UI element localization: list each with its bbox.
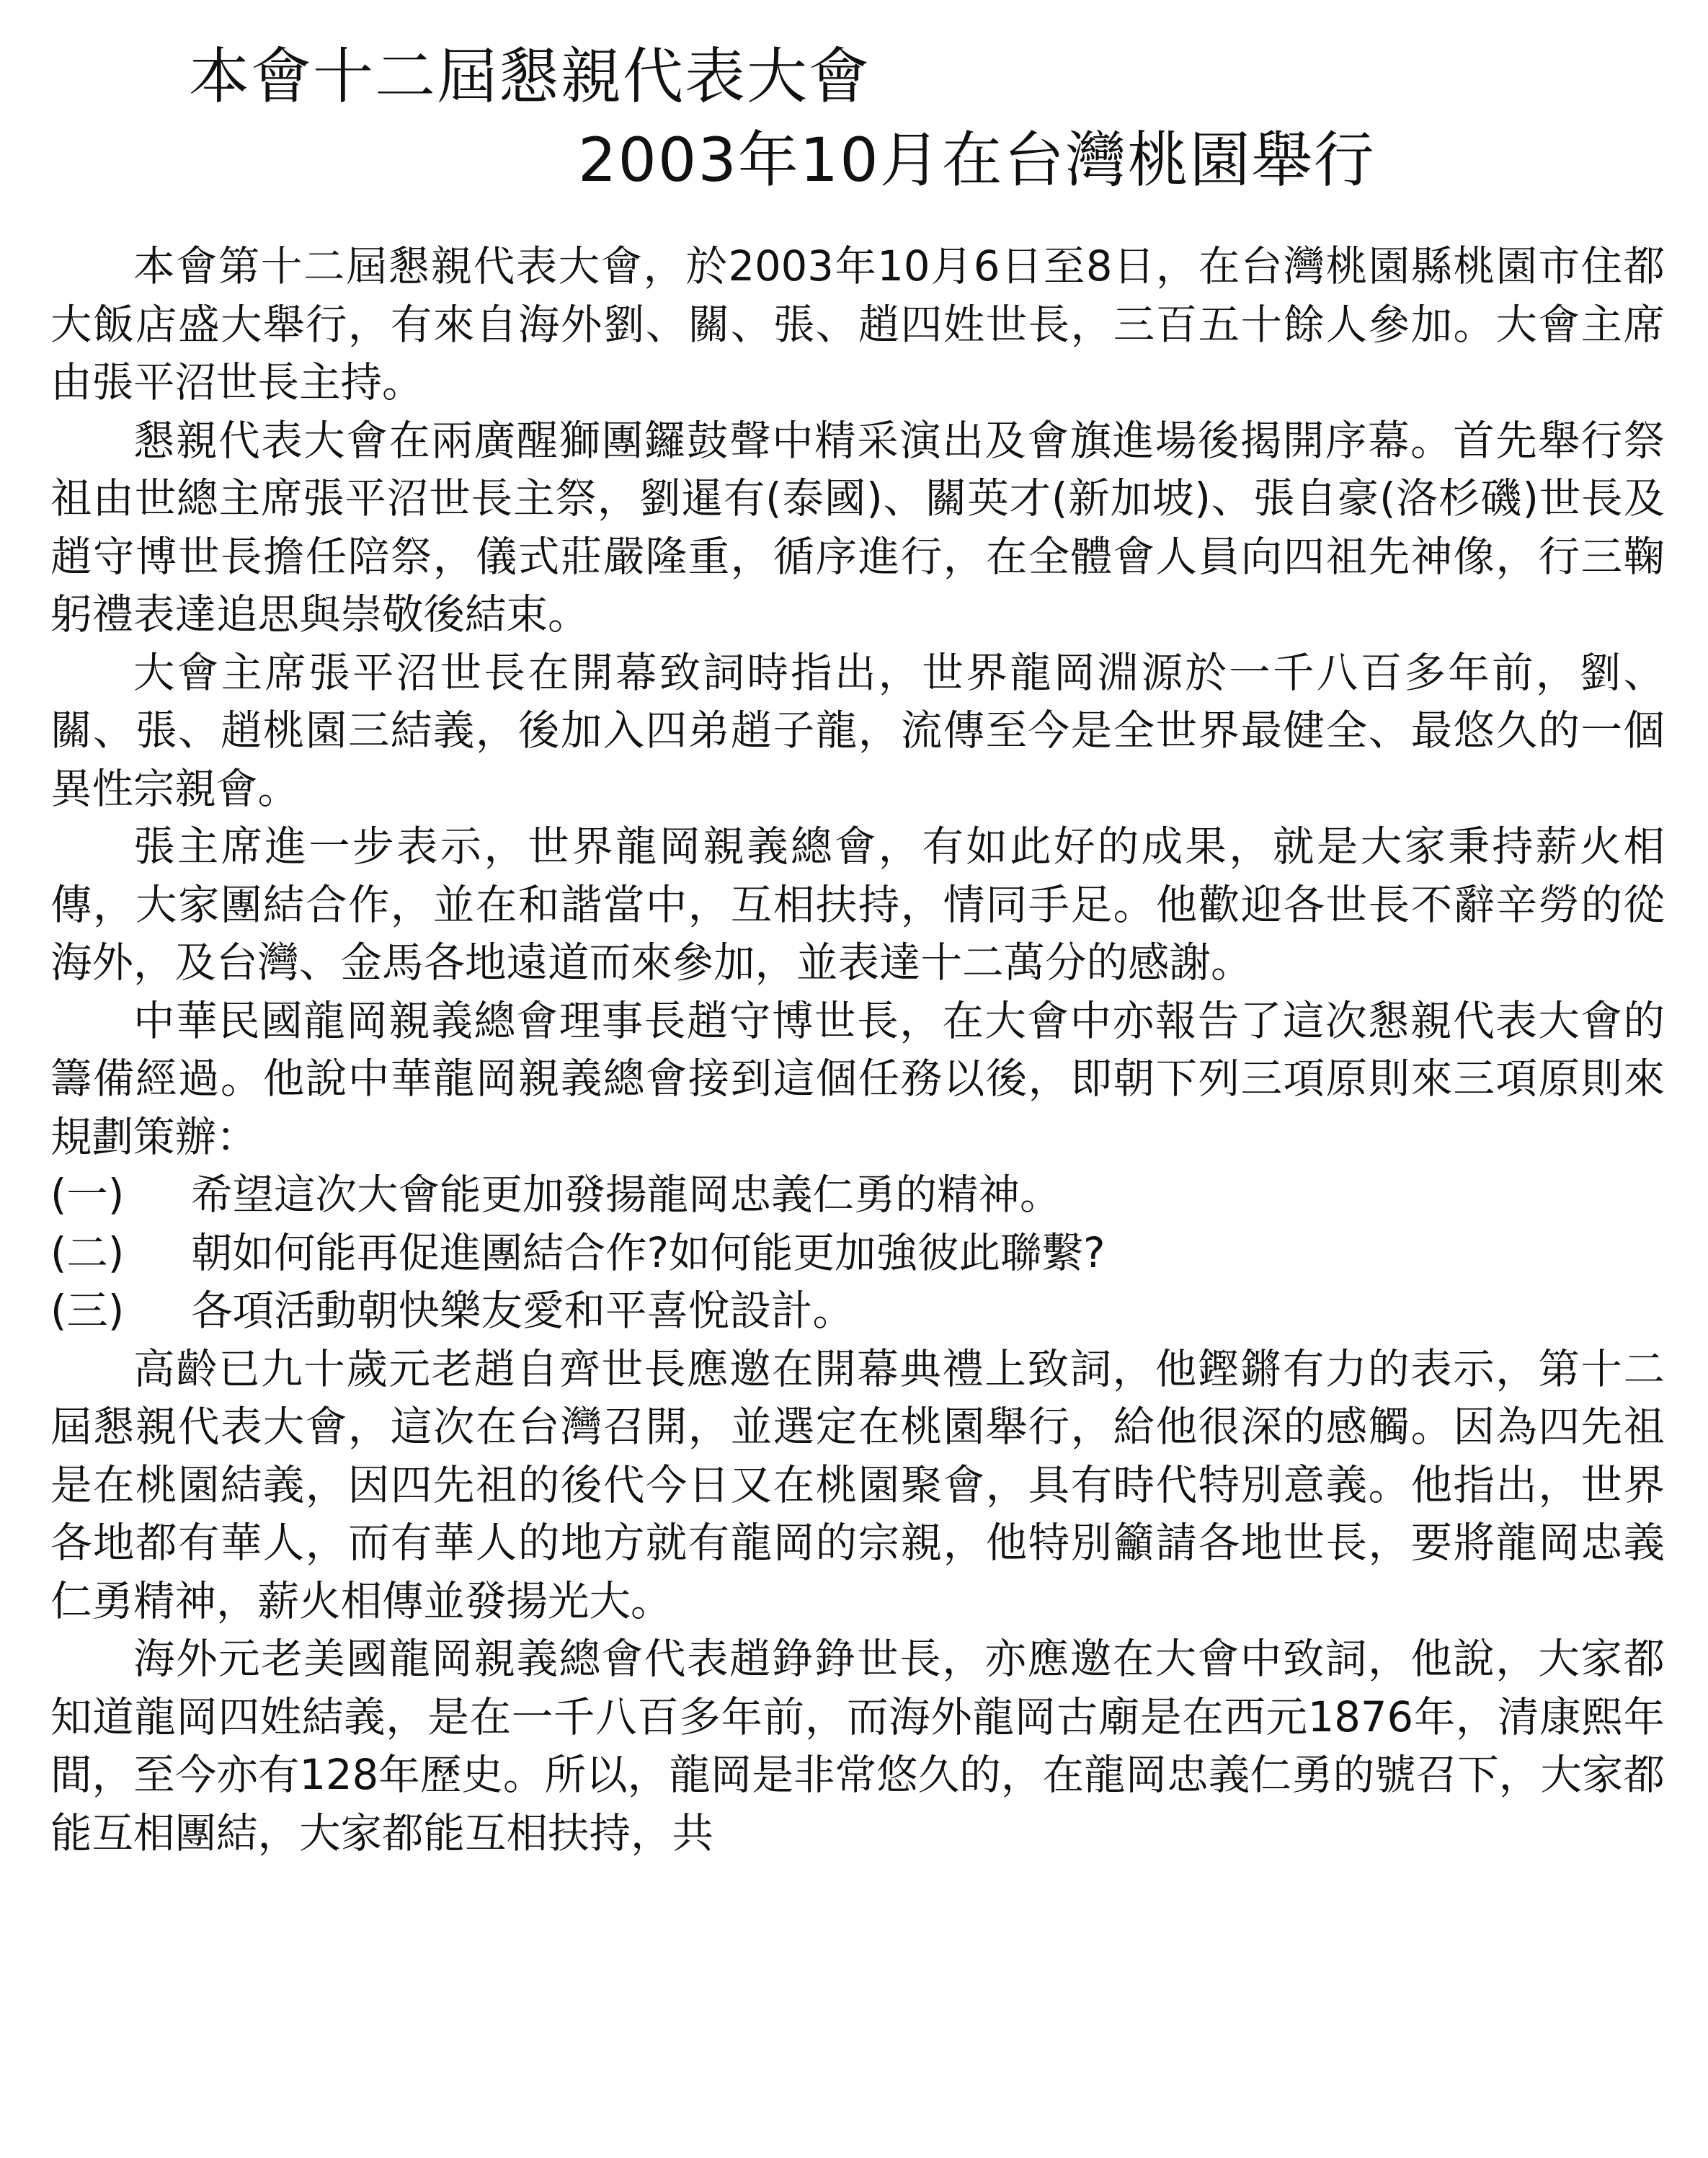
article-body	[50, 238, 1665, 1862]
paragraph-ceremony: 懇親代表大會在兩廣醒獅團鑼鼓聲中精采演出及會旗進場後揭開序幕。首先舉行祭祖由世總主席張平沼世長主祭，劉暹有(泰國)、關英才(新加坡)、張自豪(洛杉磯)世長及趙守博世長擔任陪祭，儀式莊嚴隆重，循序進行，在全體會人員向四祖先神像，行三鞠躬禮表達追思與崇敬後結束。	[50, 416, 1665, 639]
list-item	[50, 1225, 1665, 1283]
list-text: 各項活動朝快樂友愛和平喜悅設計。	[191, 1287, 854, 1335]
list-text: 希望這次大會能更加發揚龍岡忠義仁勇的精神。	[191, 1171, 1062, 1219]
paragraph-chairman-speech: 大會主席張平沼世長在開幕致詞時指出，世界龍岡淵源於一千八百多年前，劉、關、張、趙桃園三結義，後加入四弟趙子龍，流傳至今是全世界最健全、最悠久的一個異性宗親會。	[50, 648, 1665, 813]
list-text: 朝如何能再促進團結合作?如何能更加強彼此聯繫?	[191, 1228, 1106, 1277]
paragraph-opening: 本會第十二屆懇親代表大會，於2003年10月6日至8日，在台灣桃園縣桃園市住都大飯店盛大舉行，有來自海外劉、關、張、趙四姓世長，三百五十餘人參加。大會主席由張平沼世長主持。	[50, 242, 1665, 407]
list-marker: (二)	[50, 1228, 125, 1277]
paragraph-preparation-report: 中華民國龍岡親義總會理事長趙守博世長，在大會中亦報告了這次懇親代表大會的籌備經過。他說中華龍岡親義總會接到這個任務以後，即朝下列三項原則來三項原則來規劃策辦：	[50, 996, 1665, 1161]
paragraph-chairman-thanks: 張主席進一步表示，世界龍岡親義總會，有如此好的成果，就是大家秉持薪火相傳，大家團結合作，並在和諧當中，互相扶持，情同手足。他歡迎各世長不辭辛勞的從海外，及台灣、金馬各地遠道而來參加，並表達十二萬分的感謝。	[50, 822, 1665, 987]
list-item	[50, 1166, 1665, 1225]
list-marker: (一)	[50, 1171, 125, 1219]
paragraph-elder-speech: 高齡已九十歲元老趙自齊世長應邀在開幕典禮上致詞，他鏗鏘有力的表示，第十二屆懇親代表大會，這次在台灣召開，並選定在桃園舉行，給他很深的感觸。因為四先祖是在桃園結義，因四先祖的後代今日又在桃園聚會，具有時代特別意義。他指出，世界各地都有華人，而有華人的地方就有龍岡的宗親，他特別籲請各地世長，要將龍岡忠義仁勇精神，薪火相傳並發揚光大。	[50, 1344, 1665, 1625]
paragraph-overseas-speech: 海外元老美國龍岡親義總會代表趙錚錚世長，亦應邀在大會中致詞，他說，大家都知道龍岡四姓結義，是在一千八百多年前，而海外龍岡古廟是在西元1876年，清康熙年間，至今亦有128年歷史。所以，龍岡是非常悠久的，在龍岡忠義仁勇的號召下，大家都能互相團結，大家都能互相扶持，共	[50, 1635, 1665, 1857]
document-subtitle: 2003年10月在台灣桃園舉行	[578, 125, 1376, 195]
document-title: 本會十二屆懇親代表大會	[189, 41, 871, 112]
list-marker: (三)	[50, 1287, 125, 1335]
list-item	[50, 1282, 1665, 1341]
